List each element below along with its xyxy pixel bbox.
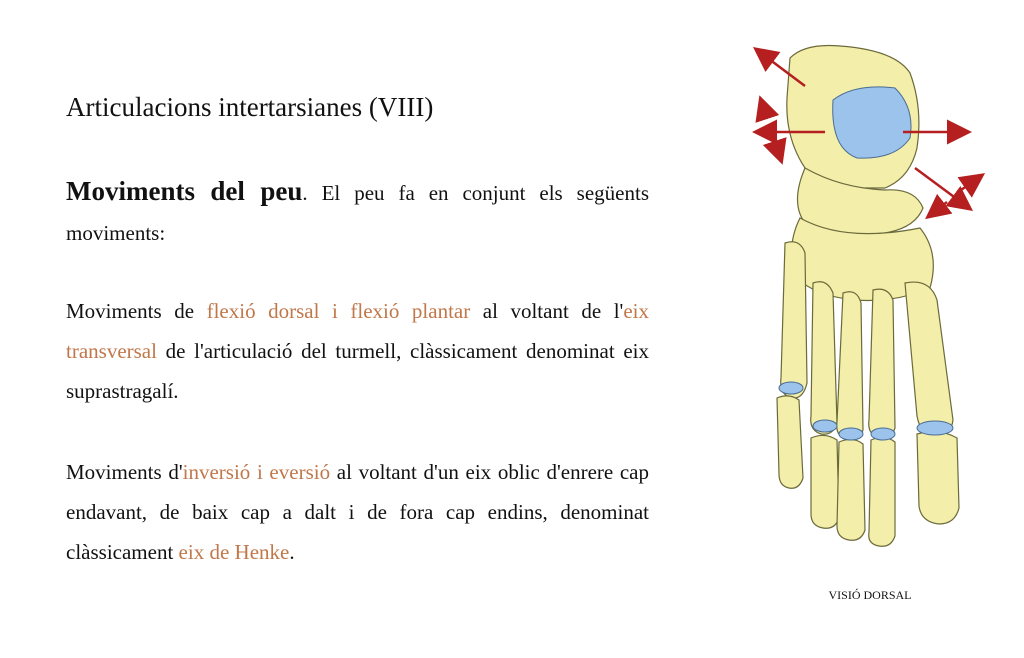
joint-cartilage-2	[813, 420, 837, 432]
slide-title: Articulacions intertarsianes (VIII)	[66, 92, 434, 122]
paragraph-flexion	[66, 291, 649, 411]
flexion-text-2: al voltant de l'	[470, 299, 624, 323]
flexion-text-1: Moviments de	[66, 299, 207, 323]
inversion-text-2: al voltant d'un eix oblic d'enrere cap endavant, de baix cap a dalt i de fora cap endins, denominat clàssicament	[66, 460, 650, 564]
henke-axis-highlight: eix de Henke	[178, 540, 290, 564]
metatarsal-4	[869, 289, 895, 438]
oblique-axis-arrow-bottom	[915, 168, 969, 208]
inversion-text-3: .	[289, 540, 295, 564]
phalanx-4	[811, 435, 839, 528]
phalanx-2	[869, 437, 895, 546]
inversion-highlight: inversió i eversió	[182, 460, 331, 484]
joint-cartilage-1	[779, 382, 803, 394]
phalanx-1	[917, 432, 959, 524]
joint-cartilage-5	[917, 421, 953, 435]
metatarsal-1	[781, 242, 807, 398]
rotation-arrow-right-down	[929, 202, 947, 216]
rotation-arrow-up	[761, 100, 767, 118]
rotation-arrow-down	[775, 142, 781, 160]
phalanx-5	[777, 396, 803, 488]
transverse-axis-highlight: eix transversal	[66, 299, 649, 363]
flexion-text-3: de l'articulació del turmell, clàssicament denominat eix suprastragalí.	[66, 339, 649, 403]
figure-caption: VISIÓ DORSAL	[828, 588, 912, 602]
rotation-arrow-right-up	[961, 176, 981, 190]
joint-cartilage-4	[871, 428, 895, 440]
metatarsal-5	[905, 282, 953, 436]
flexion-highlight: flexió dorsal i flexió plantar	[206, 299, 471, 323]
metatarsal-2	[811, 282, 837, 435]
inversion-text-1: Moviments d'	[66, 460, 183, 484]
metatarsal-3	[837, 292, 863, 441]
paragraph-intro	[66, 171, 649, 253]
intro-lead: Moviments del peu	[66, 176, 303, 206]
foot-illustration	[745, 38, 985, 558]
talar-cartilage	[833, 87, 911, 158]
phalanx-3	[837, 439, 865, 540]
paragraph-inversion	[66, 452, 649, 572]
intro-text: . El peu fa en conjunt els següents moviments:	[66, 181, 649, 245]
joint-cartilage-3	[839, 428, 863, 440]
